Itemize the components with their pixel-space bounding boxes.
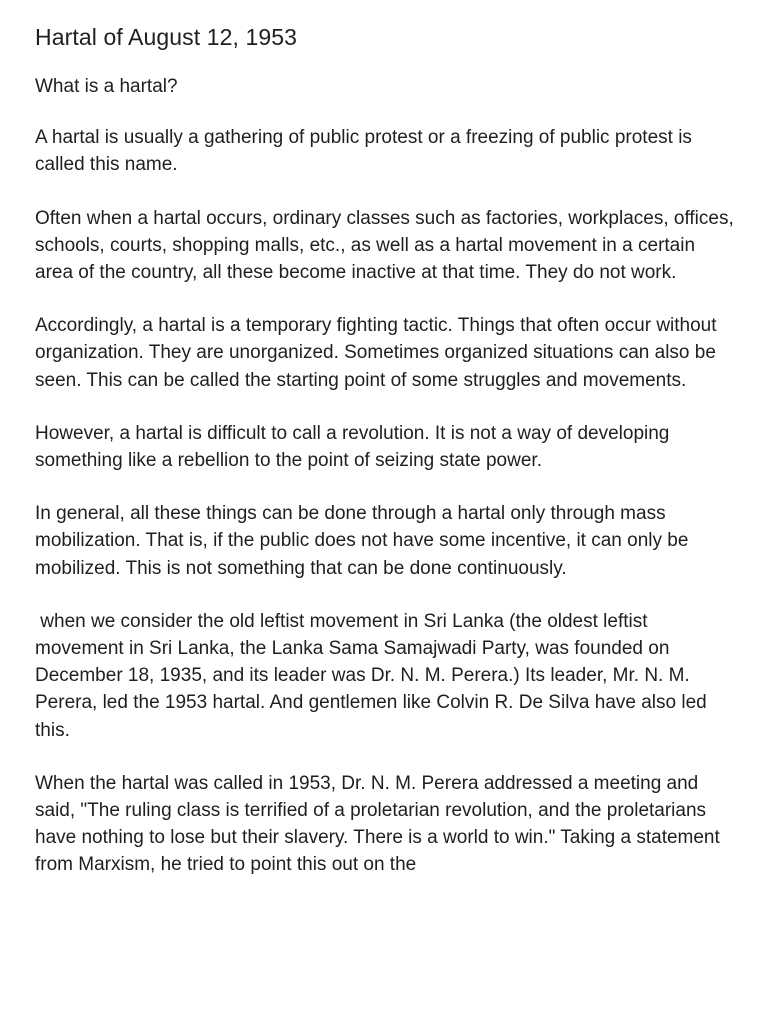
paragraph-tactic: Accordingly, a hartal is a temporary fighting tactic. Things that often occur without organization. They are unorganized. Sometimes organized situations can also be seen. This can be called the starting point of some struggles and movements.: [35, 315, 717, 391]
paragraph-occurrence: Often when a hartal occurs, ordinary classes such as factories, workplaces, offices, schools, courts, shopping malls, etc., as well as a hartal movement in a certain area of the country, all these become inactive at that time. They do not work.: [35, 207, 734, 284]
paragraph-definition: A hartal is usually a gathering of public protest or a freezing of public protest is called this name.: [35, 127, 692, 176]
paragraph-1953-meeting: When the hartal was called in 1953, Dr. N. M. Perera addressed a meeting and said, "The ruling class is terrified of a proletarian revolution, and the proletarians have nothing to lose but their slavery. There is a world to win." Taking a statement from Marxism, he tried to point this out on the: [35, 772, 720, 876]
document-page: [35, 20, 735, 905]
paragraph-mobilization: In general, all these things can be done through a hartal only through mass mobilization. That is, if the public does not have some incentive, it can only be mobilized. This is not something that can be done continuously.: [35, 503, 689, 579]
document-title: Hartal of August 12, 1953: [35, 24, 298, 50]
paragraph-leftist-movement: when we consider the old leftist movement in Sri Lanka (the oldest leftist movement in Sri Lanka, the Lanka Sama Samajwadi Party, was founded on December 18, 1935, and its leader was Dr. N. M. Perera.) Its leader, Mr. N. M. Perera, led the 1953 hartal. And gentlemen like Colvin R. De Silva have also led this.: [35, 610, 713, 741]
question-heading: What is a hartal?: [35, 76, 178, 97]
paragraph-revolution: However, a hartal is difficult to call a revolution. It is not a way of developing something like a rebellion to the point of seizing state power.: [35, 422, 670, 472]
